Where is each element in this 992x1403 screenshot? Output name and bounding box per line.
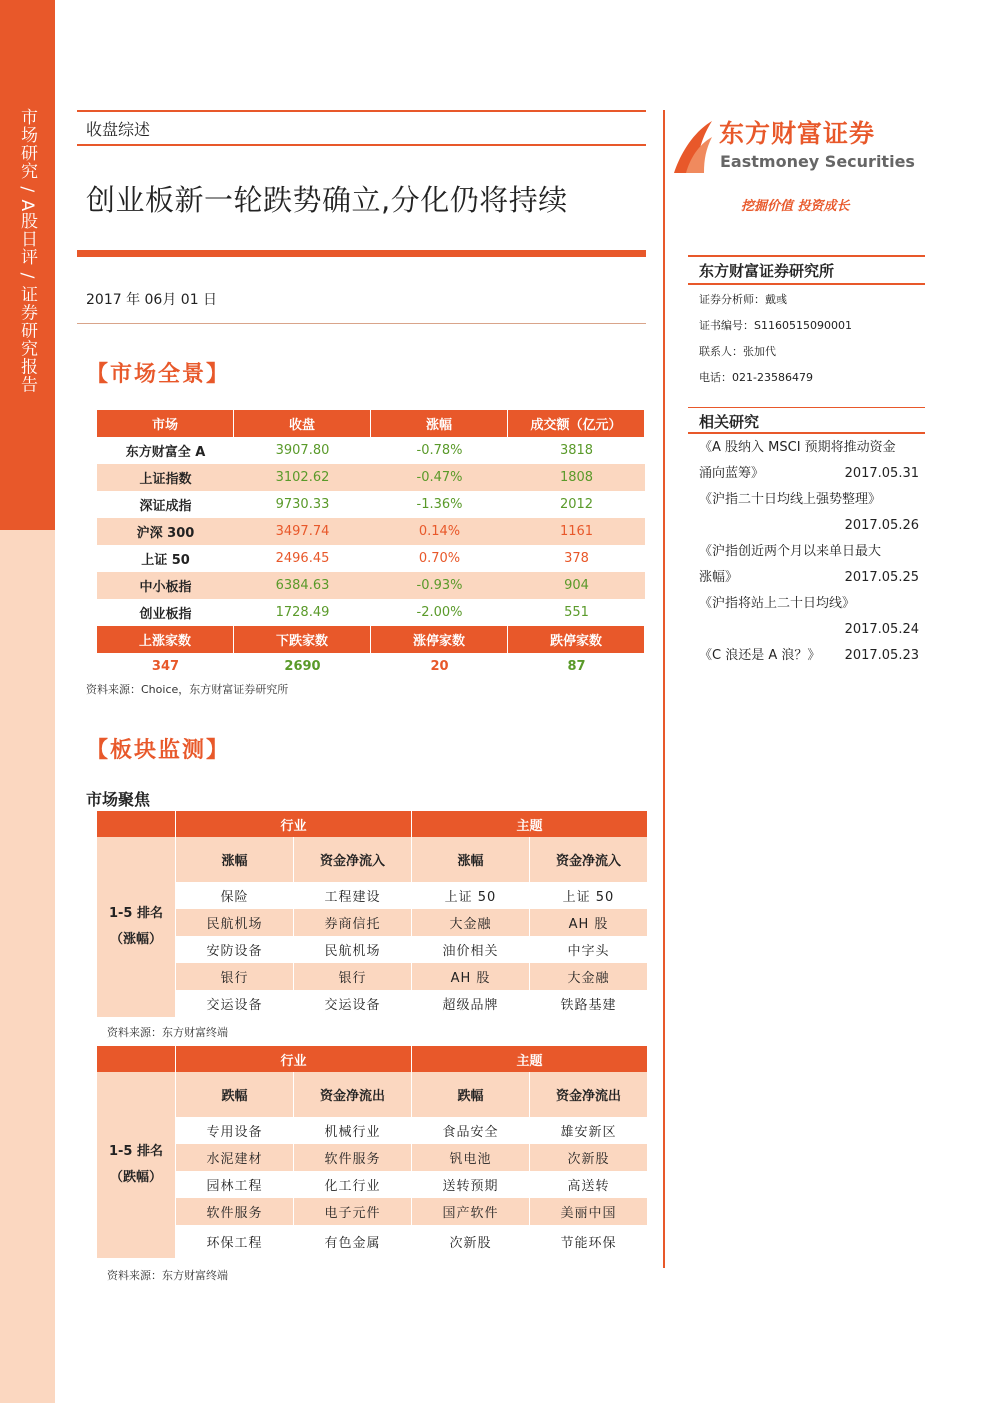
- up-count: 347: [151, 659, 180, 674]
- sidebar-label: 市场研究 / A股日评 / 证券研究报告: [17, 108, 37, 394]
- index-change: -0.47%: [371, 464, 508, 491]
- cell: 交运设备: [293, 990, 411, 1017]
- related-item-title-cont: 涌向蓝筹》: [699, 466, 765, 481]
- rank-label-line1: 1-5 排名: [108, 1144, 163, 1159]
- cell: 银行: [293, 963, 411, 990]
- col-close: 收盘: [234, 410, 371, 437]
- table-row: [175, 1198, 647, 1225]
- rank-label-line1: 1-5 排名: [108, 906, 163, 921]
- index-amount: 2012: [559, 497, 594, 512]
- related-item-title: 《沪指将站上二十日均线》: [699, 596, 856, 611]
- index-change: -1.36%: [416, 497, 463, 512]
- related-item-title: 《沪指二十日均线上强势整理》: [699, 492, 882, 507]
- index-change: -0.78%: [416, 443, 463, 458]
- related-item[interactable]: [699, 487, 919, 539]
- cell: 国产软件: [411, 1198, 529, 1225]
- cell: 民航机场: [175, 909, 293, 936]
- cell: 工程建设: [293, 882, 411, 909]
- col-down-count: 下跌家数: [234, 626, 371, 653]
- related-item-title: 《沪指创近两个月以来单日最大: [699, 544, 882, 559]
- related-item-date: 2017.05.24: [844, 622, 919, 637]
- related-item[interactable]: [699, 539, 919, 591]
- cell: 园林工程: [175, 1171, 293, 1198]
- rank-label-line2: （涨幅）: [109, 932, 162, 947]
- table-row: [175, 909, 647, 936]
- cell: 雄安新区: [529, 1117, 647, 1144]
- gainers-source: 资料来源：东方财富终端: [107, 1026, 228, 1039]
- institute-title: 东方财富证券研究所: [699, 262, 835, 280]
- table-row: [97, 599, 645, 626]
- index-change: -0.93%: [371, 572, 508, 599]
- cell: 安防设备: [175, 936, 293, 963]
- cell: 化工行业: [293, 1171, 411, 1198]
- index-close: 6384.63: [234, 572, 371, 599]
- column-divider: [663, 110, 665, 1268]
- market-header-row: [97, 410, 645, 437]
- table-row: [97, 491, 645, 518]
- subheader-theme-change: 跌幅: [411, 1072, 529, 1117]
- cell: 上证 50: [529, 882, 647, 909]
- phone-number: 电话：021-23586479: [699, 371, 813, 384]
- related-item-date: 2017.05.31: [844, 466, 919, 481]
- market-section-title: 【市场全景】: [86, 362, 231, 387]
- contact-person: 联系人：张加代: [699, 345, 776, 358]
- subheader-industry-change: 涨幅: [175, 837, 293, 882]
- related-item-date: 2017.05.25: [844, 570, 919, 585]
- index-close: 3497.74: [234, 518, 371, 545]
- cell: 券商信托: [293, 909, 411, 936]
- page-title: 创业板新一轮跌势确立,分化仍将持续: [86, 183, 568, 217]
- cell: 节能环保: [529, 1225, 647, 1258]
- table-row: [97, 572, 645, 599]
- cell: 美丽中国: [529, 1198, 647, 1225]
- market-focus-title: 市场聚焦: [86, 790, 151, 809]
- cell: AH 股: [529, 909, 647, 936]
- col-amount: 成交额（亿元）: [508, 410, 645, 437]
- subheader-industry-flow: 资金净流入: [293, 837, 411, 882]
- related-item[interactable]: [699, 435, 919, 487]
- limit-down-count: 87: [567, 659, 586, 674]
- related-item-date: 2017.05.26: [844, 518, 919, 533]
- rank-label-line2: （跌幅）: [109, 1170, 162, 1185]
- analyst-name: 证券分析师：戴彧: [699, 293, 787, 306]
- table-row: [175, 1171, 647, 1198]
- index-name: 深证成指: [139, 499, 192, 514]
- group-industry: 行业: [175, 811, 411, 837]
- corner-cell: [97, 811, 175, 837]
- related-item-title: 《C 浪还是 A 浪？》: [699, 648, 821, 663]
- index-name: 沪深 300: [97, 518, 234, 545]
- table-row: [175, 963, 647, 990]
- cell: 专用设备: [175, 1117, 293, 1144]
- index-change: 0.14%: [371, 518, 508, 545]
- index-name: 中小板指: [97, 572, 234, 599]
- group-theme: 主题: [411, 811, 647, 837]
- related-rule: [688, 432, 925, 434]
- related-item-title: 《A 股纳入 MSCI 预期将推动资金: [699, 440, 896, 455]
- market-table: [97, 410, 645, 680]
- cell: 大金融: [529, 963, 647, 990]
- group-industry: 行业: [175, 1046, 411, 1072]
- sidebar-band-light: [0, 530, 55, 1403]
- col-up-count: 上涨家数: [97, 626, 234, 653]
- cell: 铁路基建: [529, 990, 647, 1017]
- institute-rule: [688, 283, 925, 285]
- table-row: [97, 464, 645, 491]
- cell: 电子元件: [293, 1198, 411, 1225]
- date-rule: [77, 323, 646, 324]
- index-amount: 551: [564, 605, 589, 620]
- table-row: [175, 1225, 647, 1258]
- related-item[interactable]: [699, 591, 919, 643]
- index-close: 2496.45: [275, 551, 330, 566]
- losers-table: [97, 1046, 647, 1258]
- down-count: 2690: [284, 659, 321, 674]
- index-amount: 1808: [508, 464, 645, 491]
- subheader-industry-change: 跌幅: [175, 1072, 293, 1117]
- group-theme: 主题: [411, 1046, 647, 1072]
- table-row: [97, 545, 645, 572]
- subheader-theme-change: 涨幅: [411, 837, 529, 882]
- index-close: 9730.33: [275, 497, 330, 512]
- cell: 次新股: [411, 1225, 529, 1258]
- related-item[interactable]: [699, 643, 919, 669]
- cell: 水泥建材: [175, 1144, 293, 1171]
- cell: 高送转: [529, 1171, 647, 1198]
- report-category: 收盘综述: [86, 120, 151, 139]
- losers-source: 资料来源：东方财富终端: [107, 1269, 228, 1282]
- table-row: [175, 1117, 647, 1144]
- table-row: [97, 518, 645, 545]
- col-market: 市场: [97, 410, 234, 437]
- cell: AH 股: [411, 963, 529, 990]
- cell: 油价相关: [411, 936, 529, 963]
- count-row: [97, 653, 645, 680]
- gainers-table: [97, 811, 647, 1017]
- table-row: [175, 1144, 647, 1171]
- limit-up-count: 20: [430, 659, 449, 674]
- cell: 钒电池: [411, 1144, 529, 1171]
- cell: 次新股: [529, 1144, 647, 1171]
- cell: 食品安全: [411, 1117, 529, 1144]
- cell: 民航机场: [293, 936, 411, 963]
- col-limit-down: 跌停家数: [508, 626, 645, 653]
- table-row: [97, 437, 645, 464]
- market-source: 资料来源：Choice，东方财富证券研究所: [86, 683, 289, 696]
- index-change: -2.00%: [416, 605, 463, 620]
- sector-section-title: 【板块监测】: [86, 738, 231, 763]
- cell: 交运设备: [175, 990, 293, 1017]
- cell: 上证 50: [411, 882, 529, 909]
- related-item-date: 2017.05.23: [844, 648, 919, 663]
- category-rule: [77, 144, 646, 146]
- index-close: 3907.80: [275, 443, 330, 458]
- count-header-row: [97, 626, 645, 653]
- cell: 送转预期: [411, 1171, 529, 1198]
- cell: 有色金属: [293, 1225, 411, 1258]
- cell: 环保工程: [175, 1225, 293, 1258]
- cert-number: 证书编号：S1160515090001: [699, 319, 852, 332]
- cell: 中字头: [529, 936, 647, 963]
- brand-slogan: 挖掘价值 投资成长: [741, 199, 850, 214]
- index-name: 创业板指: [139, 607, 192, 622]
- cell: 机械行业: [293, 1117, 411, 1144]
- cell: 银行: [175, 963, 293, 990]
- index-close: 1728.49: [275, 605, 330, 620]
- related-top-rule: [688, 407, 925, 408]
- table-row: [175, 990, 647, 1017]
- subheader-industry-flow: 资金净流出: [293, 1072, 411, 1117]
- related-title: 相关研究: [699, 413, 760, 431]
- index-close: 3102.62: [234, 464, 371, 491]
- institute-top-rule: [688, 255, 925, 257]
- index-change: 0.70%: [418, 551, 461, 566]
- index-name: 上证 50: [141, 553, 190, 568]
- cell: 大金融: [411, 909, 529, 936]
- brand-name-en: Eastmoney Securities: [720, 152, 915, 171]
- index-amount: 378: [564, 551, 589, 566]
- rank-label: [97, 837, 175, 1017]
- brand-name-cn: 东方财富证券: [719, 119, 876, 148]
- index-amount: 3818: [559, 443, 594, 458]
- index-name: 上证指数: [97, 464, 234, 491]
- cell: 保险: [175, 882, 293, 909]
- index-name: 东方财富全 A: [125, 445, 206, 460]
- subheader-theme-flow: 资金净流入: [529, 837, 647, 882]
- table-row: [175, 936, 647, 963]
- col-limit-up: 涨停家数: [371, 626, 508, 653]
- cell: 软件服务: [175, 1198, 293, 1225]
- index-amount: 904: [508, 572, 645, 599]
- cell: 超级品牌: [411, 990, 529, 1017]
- index-amount: 1161: [508, 518, 645, 545]
- report-date: 2017 年 06月 01 日: [86, 292, 218, 308]
- rank-label: [97, 1072, 175, 1258]
- col-change: 涨幅: [371, 410, 508, 437]
- subheader-theme-flow: 资金净流出: [529, 1072, 647, 1117]
- top-rule: [77, 110, 646, 112]
- related-item-title-cont: 涨幅》: [699, 570, 739, 585]
- table-row: [175, 882, 647, 909]
- cell: 软件服务: [293, 1144, 411, 1171]
- corner-cell: [97, 1046, 175, 1072]
- title-bar: [77, 250, 646, 257]
